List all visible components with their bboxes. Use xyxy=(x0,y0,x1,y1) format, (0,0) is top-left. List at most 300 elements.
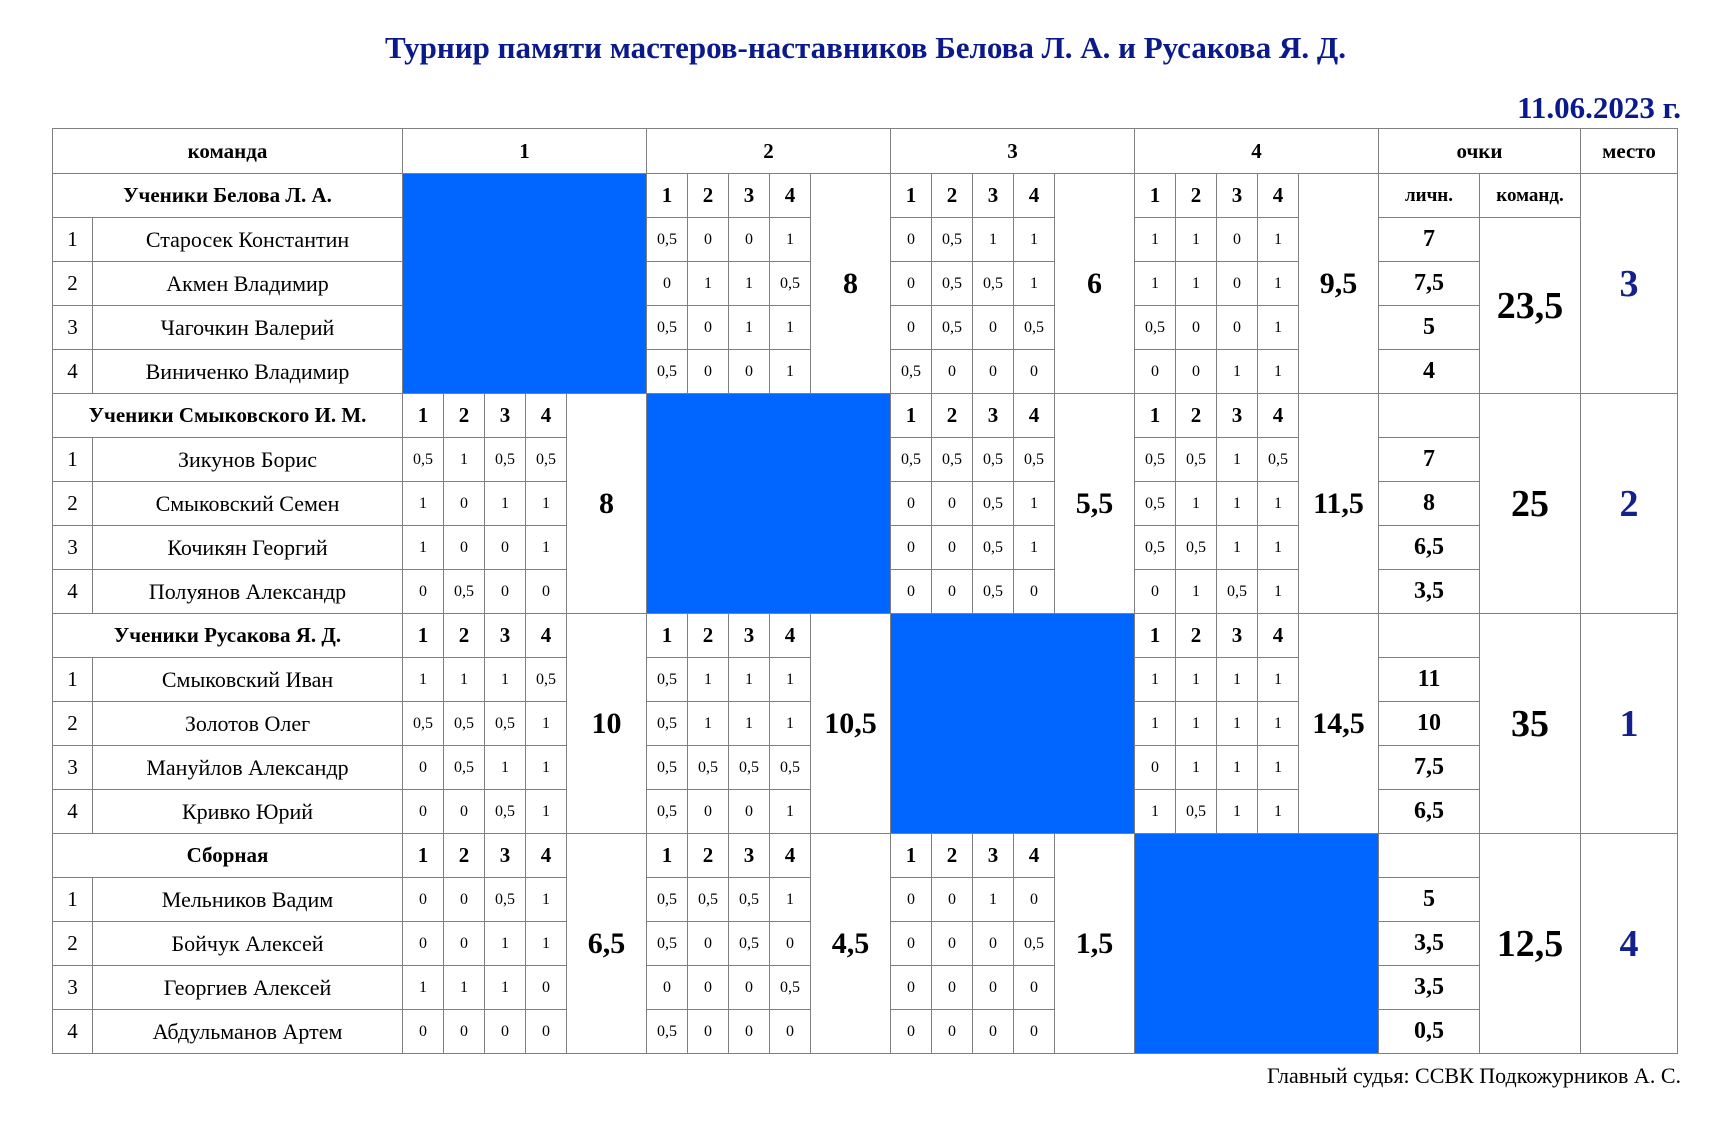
game-score: 0 xyxy=(526,570,567,614)
game-score: 1 xyxy=(1014,218,1055,262)
game-score: 0 xyxy=(688,790,729,834)
player-points: 5 xyxy=(1379,878,1480,922)
game-score: 0 xyxy=(526,966,567,1010)
game-score: 1 xyxy=(1176,702,1217,746)
board-number: 1 xyxy=(403,834,444,878)
team-points: 23,5 xyxy=(1480,218,1581,394)
board-number: 2 xyxy=(444,614,485,658)
game-score: 0 xyxy=(403,570,444,614)
player-points: 5 xyxy=(1379,306,1480,350)
game-score: 0,5 xyxy=(932,218,973,262)
team-row xyxy=(53,174,1678,218)
player-name: Абдульманов Артем xyxy=(93,1010,403,1054)
game-score: 0 xyxy=(891,218,932,262)
game-score: 0 xyxy=(973,1010,1014,1054)
self-play-block xyxy=(1135,834,1379,1054)
board-number: 3 xyxy=(485,834,526,878)
game-score: 0,5 xyxy=(1135,306,1176,350)
game-score: 1 xyxy=(526,922,567,966)
board-number: 4 xyxy=(770,834,811,878)
game-score: 1 xyxy=(729,306,770,350)
board-number: 1 xyxy=(647,614,688,658)
board-index: 4 xyxy=(53,570,93,614)
game-score: 0 xyxy=(526,1010,567,1054)
game-score: 0,5 xyxy=(403,702,444,746)
game-score: 0,5 xyxy=(647,658,688,702)
player-name: Чагочкин Валерий xyxy=(93,306,403,350)
self-play-block xyxy=(647,394,891,614)
game-score: 0 xyxy=(729,790,770,834)
player-points: 6,5 xyxy=(1379,526,1480,570)
board-number: 2 xyxy=(932,394,973,438)
board-index: 1 xyxy=(53,658,93,702)
game-score: 0 xyxy=(444,482,485,526)
match-total: 8 xyxy=(567,394,647,614)
game-score: 0,5 xyxy=(1135,438,1176,482)
game-score: 0,5 xyxy=(485,438,526,482)
game-score: 0 xyxy=(688,350,729,394)
board-index: 2 xyxy=(53,482,93,526)
game-score: 0,5 xyxy=(647,702,688,746)
player-points: 3,5 xyxy=(1379,570,1480,614)
match-total: 10,5 xyxy=(811,614,891,834)
game-score: 0,5 xyxy=(1135,526,1176,570)
board-index: 3 xyxy=(53,526,93,570)
game-score: 0,5 xyxy=(444,746,485,790)
game-score: 1 xyxy=(1258,218,1299,262)
board-number: 4 xyxy=(1014,394,1055,438)
game-score: 1 xyxy=(1014,482,1055,526)
game-score: 0,5 xyxy=(891,438,932,482)
game-score: 0 xyxy=(485,570,526,614)
game-score: 1 xyxy=(770,702,811,746)
game-score: 0 xyxy=(1217,262,1258,306)
game-score: 0,5 xyxy=(526,658,567,702)
board-number: 4 xyxy=(1258,394,1299,438)
game-score: 0 xyxy=(1014,570,1055,614)
match-total: 9,5 xyxy=(1299,174,1379,394)
game-score: 1 xyxy=(1258,262,1299,306)
player-points: 3,5 xyxy=(1379,922,1480,966)
game-score: 0,5 xyxy=(485,702,526,746)
game-score: 1 xyxy=(1217,658,1258,702)
game-score: 0 xyxy=(485,526,526,570)
game-score: 0,5 xyxy=(485,790,526,834)
game-score: 0 xyxy=(770,922,811,966)
game-score: 0,5 xyxy=(932,306,973,350)
game-score: 0 xyxy=(932,570,973,614)
game-score: 1 xyxy=(403,482,444,526)
board-number: 3 xyxy=(973,394,1014,438)
game-score: 0 xyxy=(1176,306,1217,350)
game-score: 0 xyxy=(891,262,932,306)
board-number: 3 xyxy=(973,834,1014,878)
game-score: 0 xyxy=(973,966,1014,1010)
game-score: 0,5 xyxy=(647,922,688,966)
player-points: 3,5 xyxy=(1379,966,1480,1010)
game-score: 0,5 xyxy=(729,746,770,790)
board-number: 3 xyxy=(1217,614,1258,658)
game-score: 1 xyxy=(973,218,1014,262)
board-number: 3 xyxy=(485,614,526,658)
player-name: Золотов Олег xyxy=(93,702,403,746)
game-score: 0,5 xyxy=(1014,306,1055,350)
game-score: 0,5 xyxy=(973,526,1014,570)
board-number: 4 xyxy=(1258,614,1299,658)
board-number: 4 xyxy=(770,614,811,658)
game-score: 1 xyxy=(688,262,729,306)
game-score: 0 xyxy=(403,790,444,834)
match-total: 6,5 xyxy=(567,834,647,1054)
game-score: 0 xyxy=(1135,350,1176,394)
game-score: 0 xyxy=(688,966,729,1010)
match-total: 5,5 xyxy=(1055,394,1135,614)
game-score: 0 xyxy=(444,1010,485,1054)
game-score: 0,5 xyxy=(729,878,770,922)
game-score: 1 xyxy=(444,658,485,702)
game-score: 0 xyxy=(688,1010,729,1054)
player-points: 7,5 xyxy=(1379,746,1480,790)
game-score: 0,5 xyxy=(1258,438,1299,482)
game-score: 1 xyxy=(485,746,526,790)
player-name: Кочикян Георгий xyxy=(93,526,403,570)
player-points: 11 xyxy=(1379,658,1480,702)
game-score: 0,5 xyxy=(973,262,1014,306)
chief-judge: Главный судья: ССВК Подкожурников А. С. xyxy=(1266,1063,1681,1088)
game-score: 0 xyxy=(444,790,485,834)
team-name: Ученики Белова Л. А. xyxy=(53,174,403,218)
team-name: Ученики Русакова Я. Д. xyxy=(53,614,403,658)
game-score: 1 xyxy=(444,966,485,1010)
game-score: 0,5 xyxy=(647,218,688,262)
board-number: 2 xyxy=(932,174,973,218)
game-score: 1 xyxy=(1258,658,1299,702)
player-name: Полуянов Александр xyxy=(93,570,403,614)
header-round: 2 xyxy=(647,129,891,174)
game-score: 0,5 xyxy=(932,438,973,482)
game-score: 1 xyxy=(526,482,567,526)
game-score: 1 xyxy=(1014,526,1055,570)
game-score: 0,5 xyxy=(485,878,526,922)
team-place: 3 xyxy=(1581,174,1678,394)
game-score: 1 xyxy=(403,966,444,1010)
board-number: 1 xyxy=(647,174,688,218)
game-score: 1 xyxy=(688,658,729,702)
team-points: 35 xyxy=(1480,614,1581,834)
game-score: 0 xyxy=(1176,350,1217,394)
game-score: 0 xyxy=(973,922,1014,966)
board-number: 1 xyxy=(1135,394,1176,438)
personal-blank xyxy=(1379,834,1480,878)
game-score: 0,5 xyxy=(891,350,932,394)
game-score: 0 xyxy=(444,878,485,922)
game-score: 0 xyxy=(891,482,932,526)
board-number: 2 xyxy=(444,394,485,438)
game-score: 1 xyxy=(1176,570,1217,614)
team-name: Сборная xyxy=(53,834,403,878)
game-score: 0 xyxy=(932,922,973,966)
game-score: 0,5 xyxy=(647,350,688,394)
match-total: 11,5 xyxy=(1299,394,1379,614)
game-score: 1 xyxy=(1217,746,1258,790)
match-total: 8 xyxy=(811,174,891,394)
game-score: 1 xyxy=(1014,262,1055,306)
board-number: 4 xyxy=(1014,834,1055,878)
game-score: 1 xyxy=(1217,482,1258,526)
game-score: 0 xyxy=(891,306,932,350)
subheader-team: команд. xyxy=(1480,174,1581,218)
game-score: 1 xyxy=(1135,702,1176,746)
game-score: 1 xyxy=(1176,746,1217,790)
game-score: 1 xyxy=(688,702,729,746)
game-score: 0,5 xyxy=(1014,438,1055,482)
player-name: Виниченко Владимир xyxy=(93,350,403,394)
game-score: 0,5 xyxy=(647,790,688,834)
board-number: 3 xyxy=(1217,174,1258,218)
game-score: 1 xyxy=(526,878,567,922)
player-name: Мануйлов Александр xyxy=(93,746,403,790)
board-index: 1 xyxy=(53,438,93,482)
board-index: 2 xyxy=(53,262,93,306)
game-score: 0 xyxy=(444,922,485,966)
game-score: 1 xyxy=(729,658,770,702)
game-score: 1 xyxy=(1176,218,1217,262)
player-name: Кривко Юрий xyxy=(93,790,403,834)
game-score: 1 xyxy=(485,966,526,1010)
board-number: 1 xyxy=(891,174,932,218)
crosstable xyxy=(52,128,1678,1054)
game-score: 1 xyxy=(770,306,811,350)
header-round: 4 xyxy=(1135,129,1379,174)
game-score: 1 xyxy=(526,746,567,790)
board-number: 3 xyxy=(1217,394,1258,438)
tournament-date: 11.06.2023 г. xyxy=(1517,90,1681,125)
game-score: 1 xyxy=(1258,746,1299,790)
game-score: 0 xyxy=(729,350,770,394)
game-score: 0 xyxy=(891,878,932,922)
game-score: 1 xyxy=(1176,658,1217,702)
board-number: 3 xyxy=(729,174,770,218)
game-score: 1 xyxy=(1258,482,1299,526)
header-points: очки xyxy=(1379,129,1581,174)
game-score: 1 xyxy=(973,878,1014,922)
game-score: 1 xyxy=(444,438,485,482)
game-score: 1 xyxy=(1258,306,1299,350)
game-score: 0 xyxy=(973,350,1014,394)
board-number: 1 xyxy=(403,614,444,658)
game-score: 0 xyxy=(891,966,932,1010)
game-score: 0,5 xyxy=(973,570,1014,614)
board-index: 3 xyxy=(53,746,93,790)
team-name: Ученики Смыковского И. М. xyxy=(53,394,403,438)
player-name: Зикунов Борис xyxy=(93,438,403,482)
game-score: 0 xyxy=(1014,1010,1055,1054)
team-row xyxy=(53,394,1678,438)
self-play-block xyxy=(403,174,647,394)
game-score: 1 xyxy=(526,702,567,746)
team-place: 2 xyxy=(1581,394,1678,614)
game-score: 1 xyxy=(1258,350,1299,394)
game-score: 0,5 xyxy=(973,438,1014,482)
game-score: 0 xyxy=(688,218,729,262)
player-name: Старосек Константин xyxy=(93,218,403,262)
match-total: 10 xyxy=(567,614,647,834)
game-score: 0 xyxy=(1217,218,1258,262)
game-score: 0,5 xyxy=(932,262,973,306)
self-play-block xyxy=(891,614,1135,834)
board-number: 3 xyxy=(485,394,526,438)
board-index: 2 xyxy=(53,702,93,746)
game-score: 0,5 xyxy=(647,746,688,790)
game-score: 0 xyxy=(1014,350,1055,394)
player-points: 6,5 xyxy=(1379,790,1480,834)
header-team: команда xyxy=(53,129,403,174)
game-score: 0 xyxy=(1014,966,1055,1010)
game-score: 1 xyxy=(526,790,567,834)
team-place: 1 xyxy=(1581,614,1678,834)
board-number: 4 xyxy=(1258,174,1299,218)
game-score: 0,5 xyxy=(729,922,770,966)
match-total: 14,5 xyxy=(1299,614,1379,834)
game-score: 0 xyxy=(729,966,770,1010)
game-score: 0,5 xyxy=(647,306,688,350)
board-index: 2 xyxy=(53,922,93,966)
board-number: 3 xyxy=(973,174,1014,218)
game-score: 1 xyxy=(1258,570,1299,614)
team-row xyxy=(53,834,1678,878)
board-number: 4 xyxy=(770,174,811,218)
game-score: 0,5 xyxy=(1176,438,1217,482)
game-score: 0,5 xyxy=(973,482,1014,526)
player-points: 7 xyxy=(1379,438,1480,482)
game-score: 0,5 xyxy=(770,966,811,1010)
game-score: 1 xyxy=(1135,790,1176,834)
game-score: 0 xyxy=(891,922,932,966)
board-number: 1 xyxy=(403,394,444,438)
player-name: Смыковский Семен xyxy=(93,482,403,526)
game-score: 1 xyxy=(729,262,770,306)
board-index: 4 xyxy=(53,790,93,834)
player-points: 8 xyxy=(1379,482,1480,526)
game-score: 0,5 xyxy=(1217,570,1258,614)
game-score: 0 xyxy=(1014,878,1055,922)
team-place: 4 xyxy=(1581,834,1678,1054)
board-number: 1 xyxy=(891,394,932,438)
game-score: 1 xyxy=(770,218,811,262)
game-score: 1 xyxy=(1258,526,1299,570)
board-number: 2 xyxy=(688,614,729,658)
game-score: 0 xyxy=(688,922,729,966)
board-number: 3 xyxy=(729,834,770,878)
player-points: 4 xyxy=(1379,350,1480,394)
game-score: 0 xyxy=(403,922,444,966)
game-score: 0 xyxy=(403,878,444,922)
game-score: 0 xyxy=(932,1010,973,1054)
game-score: 0 xyxy=(647,262,688,306)
team-points: 12,5 xyxy=(1480,834,1581,1054)
header-round: 3 xyxy=(891,129,1135,174)
player-name: Акмен Владимир xyxy=(93,262,403,306)
game-score: 0,5 xyxy=(770,746,811,790)
personal-blank xyxy=(1379,614,1480,658)
personal-blank xyxy=(1379,394,1480,438)
game-score: 0 xyxy=(1135,570,1176,614)
game-score: 1 xyxy=(1217,350,1258,394)
game-score: 0 xyxy=(729,218,770,262)
game-score: 0 xyxy=(1217,306,1258,350)
match-total: 1,5 xyxy=(1055,834,1135,1054)
game-score: 1 xyxy=(770,350,811,394)
board-index: 1 xyxy=(53,218,93,262)
game-score: 1 xyxy=(770,878,811,922)
match-total: 6 xyxy=(1055,174,1135,394)
game-score: 0,5 xyxy=(1176,790,1217,834)
board-number: 1 xyxy=(1135,614,1176,658)
game-score: 0 xyxy=(932,526,973,570)
board-index: 4 xyxy=(53,1010,93,1054)
game-score: 1 xyxy=(485,482,526,526)
game-score: 0,5 xyxy=(1176,526,1217,570)
board-number: 1 xyxy=(1135,174,1176,218)
board-number: 4 xyxy=(526,394,567,438)
header-row xyxy=(53,129,1678,174)
game-score: 0 xyxy=(688,306,729,350)
board-index: 4 xyxy=(53,350,93,394)
game-score: 0 xyxy=(485,1010,526,1054)
board-number: 4 xyxy=(1014,174,1055,218)
player-points: 7 xyxy=(1379,218,1480,262)
game-score: 0 xyxy=(932,482,973,526)
game-score: 1 xyxy=(1217,526,1258,570)
board-number: 4 xyxy=(526,834,567,878)
board-number: 2 xyxy=(688,174,729,218)
game-score: 1 xyxy=(1258,702,1299,746)
game-score: 1 xyxy=(1135,658,1176,702)
board-number: 2 xyxy=(1176,394,1217,438)
board-index: 3 xyxy=(53,966,93,1010)
player-points: 10 xyxy=(1379,702,1480,746)
subheader-personal: личн. xyxy=(1379,174,1480,218)
game-score: 0,5 xyxy=(688,746,729,790)
game-score: 0,5 xyxy=(1135,482,1176,526)
game-score: 1 xyxy=(526,526,567,570)
team-points: 25 xyxy=(1480,394,1581,614)
game-score: 0 xyxy=(444,526,485,570)
game-score: 1 xyxy=(770,790,811,834)
game-score: 1 xyxy=(729,702,770,746)
game-score: 0 xyxy=(891,1010,932,1054)
game-score: 0,5 xyxy=(647,1010,688,1054)
player-name: Георгиев Алексей xyxy=(93,966,403,1010)
game-score: 0 xyxy=(1135,746,1176,790)
game-score: 1 xyxy=(485,658,526,702)
game-score: 0 xyxy=(891,526,932,570)
game-score: 0 xyxy=(932,350,973,394)
game-score: 0,5 xyxy=(444,702,485,746)
game-score: 0 xyxy=(932,878,973,922)
game-score: 0 xyxy=(729,1010,770,1054)
game-score: 1 xyxy=(403,526,444,570)
board-number: 2 xyxy=(1176,174,1217,218)
game-score: 1 xyxy=(1176,482,1217,526)
game-score: 0 xyxy=(973,306,1014,350)
game-score: 0 xyxy=(770,1010,811,1054)
game-score: 0,5 xyxy=(688,878,729,922)
game-score: 0,5 xyxy=(770,262,811,306)
game-score: 1 xyxy=(1135,218,1176,262)
page-title: Турнир памяти мастеров-наставников Белова Л. А. и Русакова Я. Д. xyxy=(385,30,1346,65)
game-score: 0,5 xyxy=(444,570,485,614)
